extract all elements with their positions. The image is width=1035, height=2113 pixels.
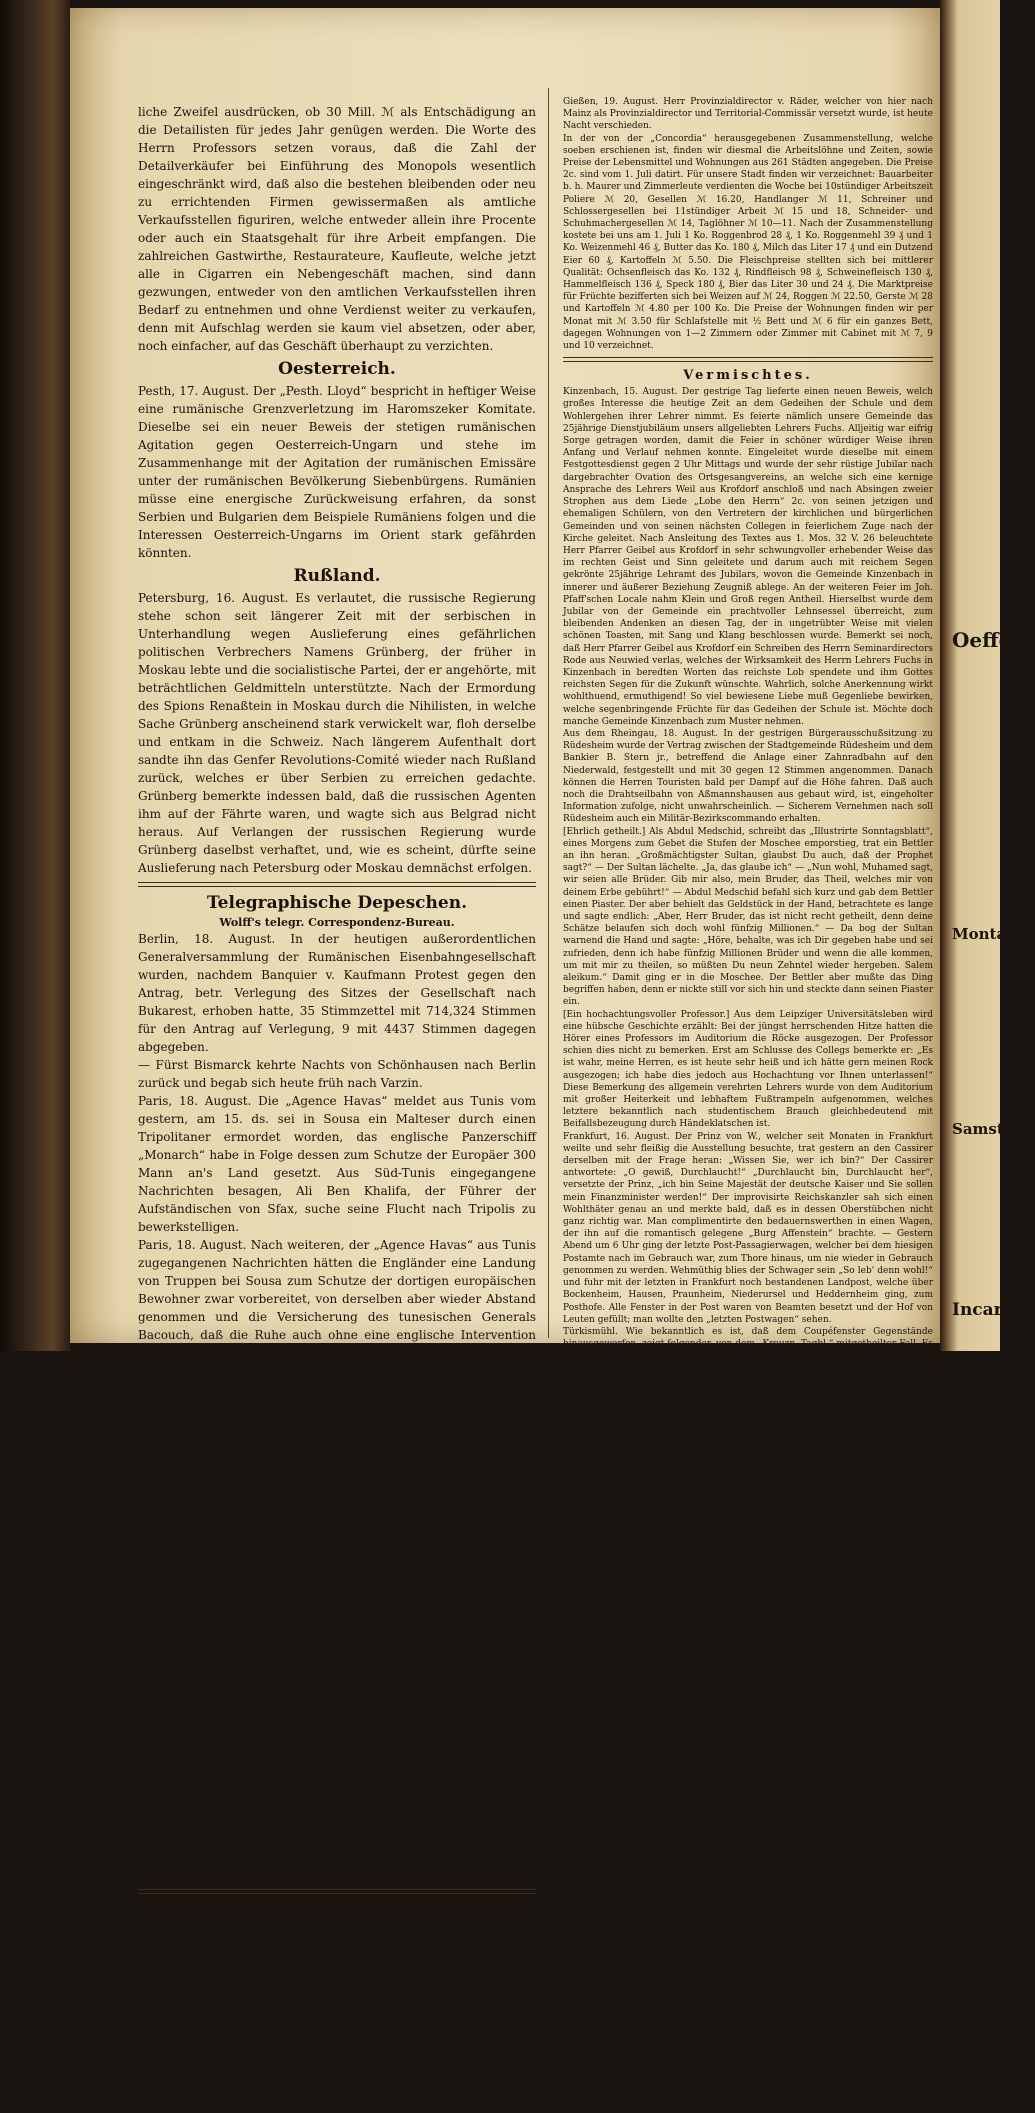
adjacent-heading: Montag — [952, 925, 1017, 943]
section-head-telegraph: Telegraphische Depeschen. — [206, 893, 467, 913]
book-binding — [0, 0, 70, 1351]
left-column — [138, 103, 536, 2113]
adjacent-heading: Samsta — [952, 1120, 1014, 1138]
article-london-2: London, 18. August. Unterhaus. Unterstaatssecretär Dilke theilte mit, Frankreich habe gewünscht, daß die Unterhandlungen über den Handelsvertrag am 22. cr. in Paris wieder aufgenommen würden. Die englische Regierung sei nach Prüfung gewisser französischer Vorschläge bezüglich der Eisen-, Baumwoll- und Wollzölle des Glaubens gewesen, daß dieselben eine Basis für die weiteren Unterhandlungen böten und habe deshalb in den Wiederzusammentritt der Commission unter der Bedingung gewilligt, daß der jetzige Vertrag auf 3 Monate verlängert werde, damit hinreichende Zeit zur Prüfung der jüngsten Vorschläge gewonnen werde. Die französische Regierung habe nach einem langen Schriftenwechsel die von der englischen Regierung gewünschte Verlängerung des jetzigen Vertrages aber abgelehnt und die englische Regierung sehe sich daher nicht veranlaßt, die Einladung zum Wiederzusammentreten der Commission anzunehmen. — [138, 1418, 536, 1702]
article-petersburg: Petersburg, 16. August. Es verlautet, die russische Regierung stehe schon seit längerer Zeit mit der serbischen in Unterhandlung wegen Auslieferung eines gefährlichen politischen Verbrechers Namens Grünberg, der früher in Moskau lebte und die socialistische Partei, der er angehörte, mit beträchtlichen Geldmitteln unterstützte. Nach der Ermordung des Spions Renaßtein in Moskau durch die Nihilisten, in welche Sache Grünberg anscheinend stark verwickelt war, floh derselbe und entkam in die Schweiz. Nach längerem Aufenthalt dort sandte ihn das Genfer Revolutions-Comité wieder nach Rußland zurück, welches er über Serbien zu erreichen gedachte. Grünberg bemerkte indessen bald, daß die russischen Agenten ihm auf der Fährte waren, und wagte sich aus Belgrad nicht heraus. Auf Verlangen der russischen Regierung wurde Grünberg daselbst verhaftet, und, wie es scheint, dürfte seine Auslieferung nach Petersburg oder Moskau demnächst erfolgen. — [138, 591, 536, 875]
article-rheingau: Aus dem Rheingau, 18. August. In der gestrigen Bürgerausschußsitzung zu Rüdesheim wurde der Vertrag zwischen der Stadtgemeinde Rüdesheim und dem Bankier B. Stern jr., betreffend die Anlage einer Zahnradbahn auf den Niederwald, festgestellt und mit 30 gegen 12 Stimmen angenommen. Danach können die Herren Touristen bald per Dampf auf die Höhe fahren. Daß auch noch die Drahtseilbahn von Aßmannshausen aus gebaut wird, ist, eingeholter Information zufolge, nicht unwahrscheinlich. — Sicherem Vernehmen nach soll Rüdesheim auch ein Militär-Bezirkscommando erhalten. — [563, 728, 933, 825]
newspaper-page — [70, 8, 940, 2113]
adjacent-page-edge — [940, 0, 1035, 1351]
article-washington-2: — Ein heute Vormittag um halb 9 Uhr ausgegebenes amtliches Bulletin besagt: Der Präsident hat eine gute Nacht verbracht, das Allgemeinbefinden desselben ist besser als gestern. — [138, 1832, 536, 1882]
article-intro: liche Zweifel ausdrücken, ob 30 Mill. ℳ als Entschädigung an die Detailisten für jedes Jahr genügen werden. Die Worte des Herrn Professors setzen voraus, daß die Zahl der Detailverkäufer bei Einführung des Monopols wesentlich eingeschränkt wird, daß also die bestehen bleibenden oder neu zu errichtenden Firmen gewissermaßen als amtliche Verkaufsstellen figuriren, welche entweder allein ihre Procente oder auch ein Staatsgehalt für ihre Arbeit empfangen. Die zahlreichen Gastwirthe, Restaurateure, Kaufleute, welche jetzt alle in Cigarren ein Nebengeschäft machen, sind dann gezwungen, entweder von den amtlichen Verkaufsstellen ihren Bedarf zu entnehmen und ohne Verdienst weiter zu verkaufen, denn mit Aufschlag werden sie kaum viel absetzen, oder aber, noch einfacher, auf das Geschäft überhaupt zu verzichten. — [138, 105, 536, 353]
article-berlin: Berlin, 18. August. In der heutigen außerordentlichen Generalversammlung der Rumänischen Eisenbahngesellschaft wurden, nachdem Banquier v. Kaufmann Protest gegen den Antrag, betr. Verlegung des Sitzes der Gesellschaft nach Bukarest, erhoben hatte, 35 Stimmzettel mit 714,324 Stimmen für den Antrag auf Verlegung, 9 mit 4437 Stimmen dagegen abgegeben. — [138, 932, 536, 1054]
article-washington: Washington, 18. August. Präsident Garfield schläft gegenwärtig. Seit gestern Abend 10 Uhr 30 Min. hatten die Ärzte keinen Anlaß, die Ärzte zu rufen. Während man dem Patienten gestern Fleischextract eingab, machten sich die Symptome von Magenbeschwerden wiederum bemerkbar und nahm man daher von weiterem Versuche Abstand. Man wird dieselben Versuch heute Morgen wiederholen. — [138, 1706, 536, 1828]
article-professor: [Ein hochachtungsvoller Professor.] Aus dem Leipziger Universitätsleben wird eine hübsche Geschichte erzählt: Bei der jüngst herrschenden Hitze hatten die Hörer eines Professors im Auditorium die Röcke ausgezogen. Der Professor schien dies nicht zu bemerken. Erst am Schlusse des Collegs bemerkte er: „Es ist wahr, meine Herren, es ist heute sehr heiß und ich hätte gern meinen Rock ausgezogen; ich habe dies jedoch aus Hochachtung vor Ihnen unterlassen!“ Diese Bemerkung des allgemein verehrten Lehrers wurde von dem Auditorium mit großer Heiterkeit und lebhaftem Fußtrampeln aufgenommen, welches letztere bekanntlich nach studentischem Brauch gleichbedeutend mit Beifallsbezeugung durch Händeklatschen ist. — [563, 1009, 933, 1130]
divider — [138, 1889, 536, 1894]
section-head-vermischtes: Vermischtes. — [683, 368, 813, 384]
right-column — [563, 96, 933, 1765]
article-tuerkismuehl: Türkismühl. Wie bekanntlich es ist, daß dem Coupéfenster Gegenstände hinausgeworfen, zeigt folgender, von dem „Kreuzn. Tagbl.“ mitgetheilter Fall. Es fuhr dieser Tage während der Fahrt eines Omnibuszuges auf der Strecke Türkismühl-St. Wendel ereignete: Ein Passagier hatte, vielleicht durch Unvorsichtigkeit, eine Schachtel eingestopft und schmiß es aus dem Coupéfenster hinaus. Gerade auf der Brücke, als der Zug über dieselbe fuhr, schlug das Packet einem Manne, der darunter stand, an den Kopf. Die Entdeckung dieser That zu erfahren, den Glückspilz unter dem Packet herauszunehmen und Anzeige zu machen, eine Bescheinigung ausstellen zu lassen und ihn in eine schwere Strafe zu bringen. Der Mann, welcher, beschäftigt gewesenen Rottenarbeiter mit solcher Gewalt in das Gesicht getroffen, daß die Wange des bedauernswerthen Mannes wie von einem Säbelhieb getroffen war, blutend ins Krankenhaus nach St. Wendel gebracht wurde. Das Schicksal des Werfenden wird wohl den jungen Mann, welcher so leichtfertig handelte, zur Rechenschaft ziehen. — [563, 1326, 933, 1508]
column-rule — [548, 88, 549, 1338]
adjacent-heading: Oeffent — [952, 628, 1035, 652]
article-berlin-2: — Fürst Bismarck kehrte Nachts von Schönhausen nach Berlin zurück und begab sich heute früh nach Varzin. — [138, 1058, 536, 1090]
article-lokales: Gießen, 19. August. Ueber den kommenden Mittwoch hier im Saale des Hôtel „Einhorn“ concertirenden Pianisten Herrn Herzog aus Berlin liegen uns eine Anzahl sehr günstiger und eingehender Kritiken vor. Wir entnehmen eine solche der in Berlin erscheinenden „Tribüne“. Diese Zeitung schreibt: Herr S. Herzog gab am Dienstag in der Sing-Akademie ein gutbesuchtes Concert, in welchem er zahlreiche Proben seiner Virtuosität als Pianist (Tausig's Schüler) und seines fruchtbaren Compositionstalents gab. Die Chopin'sche schwierige Scherzo-Etüde bewies am Besten, welche Fortschritte Herr Herzog allein seit einem Jahre gemacht hat. Er ist auf dem Wege, einer unserer besten Pianisten zu werden, und wird sein Ziel desto früher erreichen, je weniger er seine Kraft an eigenen Claviercompositionen leererer Genres zersplittert. Der Beifall, der auf das angenehme, gediegene Wohlgefallen der urtheilsbequemen Majorität seiner Zuhörer, der, wenn auch noch so oft vergebliche, doch immer erneute Versuch einer Interpretation Beethoven's, Bach's u. s. w. ist eine größere künstlerische That, als die 7 Herzogskompositionen dieses Programms. — Herr Grünfeld unterstützte das Concert in künstlerisch wirksamer, Fräulein Scharwenka durch theilweise auch schlechtgewählte Lieder in nur erträglicher Weise. — [138, 1919, 536, 2113]
article-paris-1: Paris, 18. August. Die „Agence Havas“ meldet aus Tunis vom gestern, am 15. ds. sei in Sousa ein Malteser durch einen Tripolitaner ermordet worden, das englische Panzerschiff „Monarch“ habe in Folge dessen zum Schutze der Europäer 300 Mann an's Land gesetzt. Aus Süd-Tunis eingegangene Nachrichten besagen, Ali Ben Khalifa, der Führer der Aufständischen von Sfax, suche seine Flucht nach Tripolis zu bewerkstelligen. — [138, 1094, 536, 1234]
article-pesth: Pesth, 17. August. Der „Pesth. Lloyd“ bespricht in heftiger Weise eine rumänische Grenzverletzung im Haromszeker Komitate. Dieselbe sei ein neuer Beweis der stetigen rumänischen Agitation gegen Oesterreich-Ungarn und stehe im Zusammenhange mit der Agitation der rumänischen Emissäre unter der rumänischen Bevölkerung Siebenbürgens. Rumänien müsse eine energische Zurückweisung erfahren, da sonst Serbien und Bulgarien dem Beispiele Rumäniens folgen und die Interessen Oesterreich-Ungarns im Orient stark gefährden könnten. — [138, 384, 536, 560]
article-houghton: [Zwei jugendliche Kläger.] Londoner Blätter berichten: Mr. Houghton, ein Advokat in London, hat mit seiner Gattin eine längere Reise nach dem Kontinent angetreten und die Sorge um seine beiden Kinder, zwei Knaben im Alter von fünf und sieben Jahren, der Kinderfrau überlassen. Mrs. Houghton hatte schon lange vor der Abreise den Kindern, um ihnen das Daheimbleiben angenehmer zu gestalten, ausführlich erzählt, was für eine ausgezeichnete Beköstigung sie in Abwesenheit der Eltern erhalten würden. Die Haushälterin, welcher die Sorge für die Kinder vom Vater übertragen war, hatte jedoch die Kinder vernachlässigt und sie schlecht ernährt, was die Kinder veranlaßte, sich zur Polizei zu begeben und dort Beschwerde zu führen. „Wir sind Herr und Frau Houghton's Kinder“, sagten sie, „und wollten unsere Köchin verklagen, weil sie uns nicht genug zu essen gibt.“ Die verblüfften Beamten hörten die kleinen Kläger an und versprachen, die Sache zu untersuchen. Die Köchin wurde vorgeladen, und die beiden Kinder, welche sich als höchst energische und vernünftige Kläger zeigten, vertraten ihre Sache vor dem Richter in der geschicktesten Weise. Der Richter fragte sie schließlich, was sie denn eigentlich zu essen bekämen, worauf die Knaben erwiderten: „Sir, Mama und Papa sind nach Paris gereist, weil man nur dort Pudding, Giri und Obst, so viel wir wollen, geben, aber wir bekommen fast nichts als Butterbrod.“ Worauf der Richter lächelnd den Knaben versprach, daß sie fortan zu essen bekommen würden, was ihnen ihre Mama versprochen habe. — [563, 1509, 933, 1765]
section-subhead-wolff: Wolff's telegr. Correspondenz-Bureau. — [219, 916, 455, 929]
section-head-oesterreich: Oesterreich. — [278, 359, 396, 379]
article-kinzenbach: Kinzenbach, 15. August. Der gestrige Tag lieferte einen neuen Beweis, welch großes Interesse die heutige Zeit an dem Gedeihen der Schule und dem Wohlergehen ihrer Lehrer nimmt. Es feierte nämlich unsere Gemeinde das 25jährige Dienstjubiläum unsers allgeliebten Lehrers Fuchs. Alljeitig war eifrig Sorge getragen worden, damit die Feier in schöner würdiger Weise ihren Anfang und Verlauf nehmen konnte. Eingeleitet wurde dieselbe mit einem Festgottesdienst gegen 2 Uhr Mittags und wurde der sehr rüstige Jubilar nach dargebrachter Ovation des Ortsgesangvereins, an welche sich eine kernige Ansprache des Lehrers Weil aus Krofdorf anschloß und nach Absingen zweier Strophen aus dem Liede „Lobe den Herrn“ 2c. von seinen jetzigen und ehemaligen Schülern, von den Vertretern der kirchlichen und bürgerlichen Gemeinden und von seinen nächsten Collegen in feierlichem Zuge nach der Kirche geleitet. Nach Ansleitung des Textes aus 1. Mos. 32 V. 26 beleuchtete Herr Pfarrer Geibel aus Krofdorf in sehr schwungvoller erhebender Weise das im rechten Geist und Sinn geleitete und darum auch mit reichem Segen gekrönte 25jährige Lehramt des Jubilars, wovon die Gemeinde Kinzenbach in innerer und äußerer Beziehung Zeugniß ablege. An der weiteren Feier im Joh. Pfaff'schen Locale nahm Klein und Groß regen Antheil. Hierselbst wurde dem Jubilar von der Gemeinde ein prachtvoller Lehnsessel überreicht, zum bleibenden Andenken an diesen Tag, der in ungetrübter Weise mit vielen schönen Toasten, mit Sang und Klang beschlossen wurde. Bemerkt sei noch, daß Herr Pfarrer Geibel aus Krofdorf ein Schreiben des Herrn Seminardirectors Rode aus Neuwied verlas, welches der Wirksamkeit des Herrn Lehrers Fuchs in Kinzenbach in beredten Worten das reichste Lob spendete und ihm Gottes reichsten Segen für die Zukunft wünschte. Wahrlich, solche Anerkennung wirkt wohlthuend, ermuthigend! So viel bewiesene Liebe muß Gegenliebe bewirken, welche segenbringende Früchte für das Gedeihen der Schule ist. Möchte doch manche Gemeinde Kinzenbach zum Muster nehmen. — [563, 387, 933, 727]
adjacent-heading: Incar — [952, 1300, 1003, 1320]
article-paris-2: Paris, 18. August. Nach weiteren, der „Agence Havas“ aus Tunis zugegangenen Nachrichten hätten die Engländer eine Landung von Truppen bei Sousa zum Schutze der dortigen europäischen Bewohner zwar vorbereitet, von derselben aber wieder Abstand genommen und die Versicherung des tunesischen Generals Bacouch, daß die Ruhe auch ohne eine englische Intervention aufrechterhalten werde. — [138, 1238, 536, 1360]
divider — [138, 882, 536, 887]
section-head-russland: Rußland. — [293, 566, 381, 586]
divider — [563, 357, 933, 362]
article-ehrlich-getheilt: [Ehrlich getheilt.] Als Abdul Medschid, schreibt das „Illustrirte Sonntagsblatt“, eines Morgens zum Gebet die Stufen der Moschee emporstieg, trat ein Bettler an ihn heran. „Großmächtigster Sultan, glaubst Du auch, daß der Prophet sagt?“ — Der Sultan lächelte. „Ja, das glaube ich“ — „Nun wohl, Muhamed sagt, wir seien alle Brüder. Gib mir also, mein Bruder, das Theil, welches mir von deinem Erbe gebührt!“ — Abdul Medschid befahl sich kurz und gab dem Bettler einen Piaster. Der aber behielt das Geldstück in der Hand, betrachtete es lange und sagte endlich: „Aber, Herr Bruder, das ist nicht recht getheilt, denn deine Schätze belaufen sich doch wohl fünfzig Millionen.“ — Da bog der Sultan warnend die Hand und sagte: „Höre, behalte, was ich Dir gegeben habe und sei zufrieden, denn ich habe fünfzig Millionen Brüder und wenn die alle kommen, um mit mir zu theilen, so müßten Du neun Zehntel wieder hergeben. Salem aleikum.“ Damit ging er in die Moschee. Der Bettler aber mußte das Ding begriffen haben, denn er nickte still vor sich hin und steckte dann seinen Piaster ein. — [563, 826, 933, 1008]
article-concordia: In der von der „Concordia“ herausgegebenen Zusammenstellung, welche soeben erschienen ist, finden wir diesmal die Arbeitslöhne und Zeiten, sowie Preise der Lebensmittel und Wohnungen aus 261 Städten angegeben. Die Preise 2c. sind vom 1. Juli datirt. Für unsere Stadt finden wir verzeichnet: Bauarbeiter b. h. Maurer und Zimmerleute verdienten die Woche bei 10stündiger Arbeitszeit Poliere ℳ 20, Gesellen ℳ 16.20, Handlanger ℳ 11, Schreiner und Schlossergesellen bei 11stündiger Arbeit ℳ 15 und 18, Schneider- und Schuhmachergesellen ℳ 14, Taglöhner ℳ 10—11. Nach der Zusammenstellung kostete bei uns am 1. Juli 1 Ko. Roggenbrod 28 ₰, 1 Ko. Roggenmehl 39 ₰ und 1 Ko. Weizenmehl 46 ₰, Butter das Ko. 180 ₰, Milch das Liter 17 ₰ und ein Dutzend Eier 60 ₰, Kartoffeln ℳ 5.50. Die Fleischpreise stellten sich bei mittlerer Qualität: Ochsenfleisch das Ko. 132 ₰, Rindfleisch 98 ₰, Schweinefleisch 130 ₰, Hammelfleisch 136 ₰, Speck 180 ₰, Bier das Liter 30 und 24 ₰. Die Marktpreise für Früchte bezifferten sich bei Weizen auf ℳ 24, Roggen ℳ 22.50, Gerste ℳ 28 und Kartoffeln ℳ 4.80 per 100 Ko. Die Preise der Wohnungen finden wir per Monat mit ℳ 3.50 für Schlafstelle mit ½ Bett und ℳ 6 für ein ganzes Bett, dagegen Wohnungen von 1—2 Zimmern oder Zimmer mit Cabinet mit ℳ 7, 9 und 10 verzeichnet. — [563, 133, 933, 352]
section-head-lokales: Lokales. — [294, 1900, 380, 1915]
article-giessen: Gießen, 19. August. Herr Provinzialdirector v. Räder, welcher von hier nach Mainz als Provinzialdirector und Territorial-Commissär versetzt wurde, ist heute Nacht verschieden. — [563, 97, 933, 132]
article-london-1: London, 18. August. Wie verlautet, wäre Parnell entschlossen, nach dem Schluß der gegenwärtigen Session die Agrar-Agitation in Irland fortzusetzen. — [138, 1364, 536, 1414]
article-frankfurt: Frankfurt, 16. August. Der Prinz von W., welcher seit Monaten in Frankfurt weilte und sehr fleißig die Ausstellung besuchte, trat gestern an den Cassirer derselben mit der Frage heran: „Wissen Sie, wer ich bin?“ Der Cassirer antwortete: „O gewiß, Durchlaucht!“ „Durchlaucht bin, Durchlaucht her“, versetzte der Prinz, „ich bin Seine Majestät der deutsche Kaiser und Sie sollen mein Finanzminister werden!“ Der improvisirte Reichskanzler sah sich einen Wohlthäter genau an und merkte bald, daß es in dessen Oberstübchen nicht ganz richtig war. Man complimentirte den bedauernswerthen in einen Wagen, der ihn auf die romantisch gelegene „Burg Affenstein“ brachte. — Gestern Abend um 6 Uhr ging der letzte Post-Passagierwagen, welcher bei dem hiesigen Postamte nach im Gebrauch war, zum Thore hinaus, um nie wieder in Gebrauch genommen zu werden. Wehmüthig blies der Schwager sein „So leb' denn wohl!“ und fuhr mit der letzten in Frankfurt noch bestandenen Landpost, welche über Bockenheim, Hausen, Praunheim, Niederursel und Heddernheim ging, zum Posthofe. Alle Fenster in der Post waren von Beamten besetzt und der Hof von Leuten gefüllt; man wollte den „letzten Postwagen“ sehen. — [563, 1131, 933, 1325]
